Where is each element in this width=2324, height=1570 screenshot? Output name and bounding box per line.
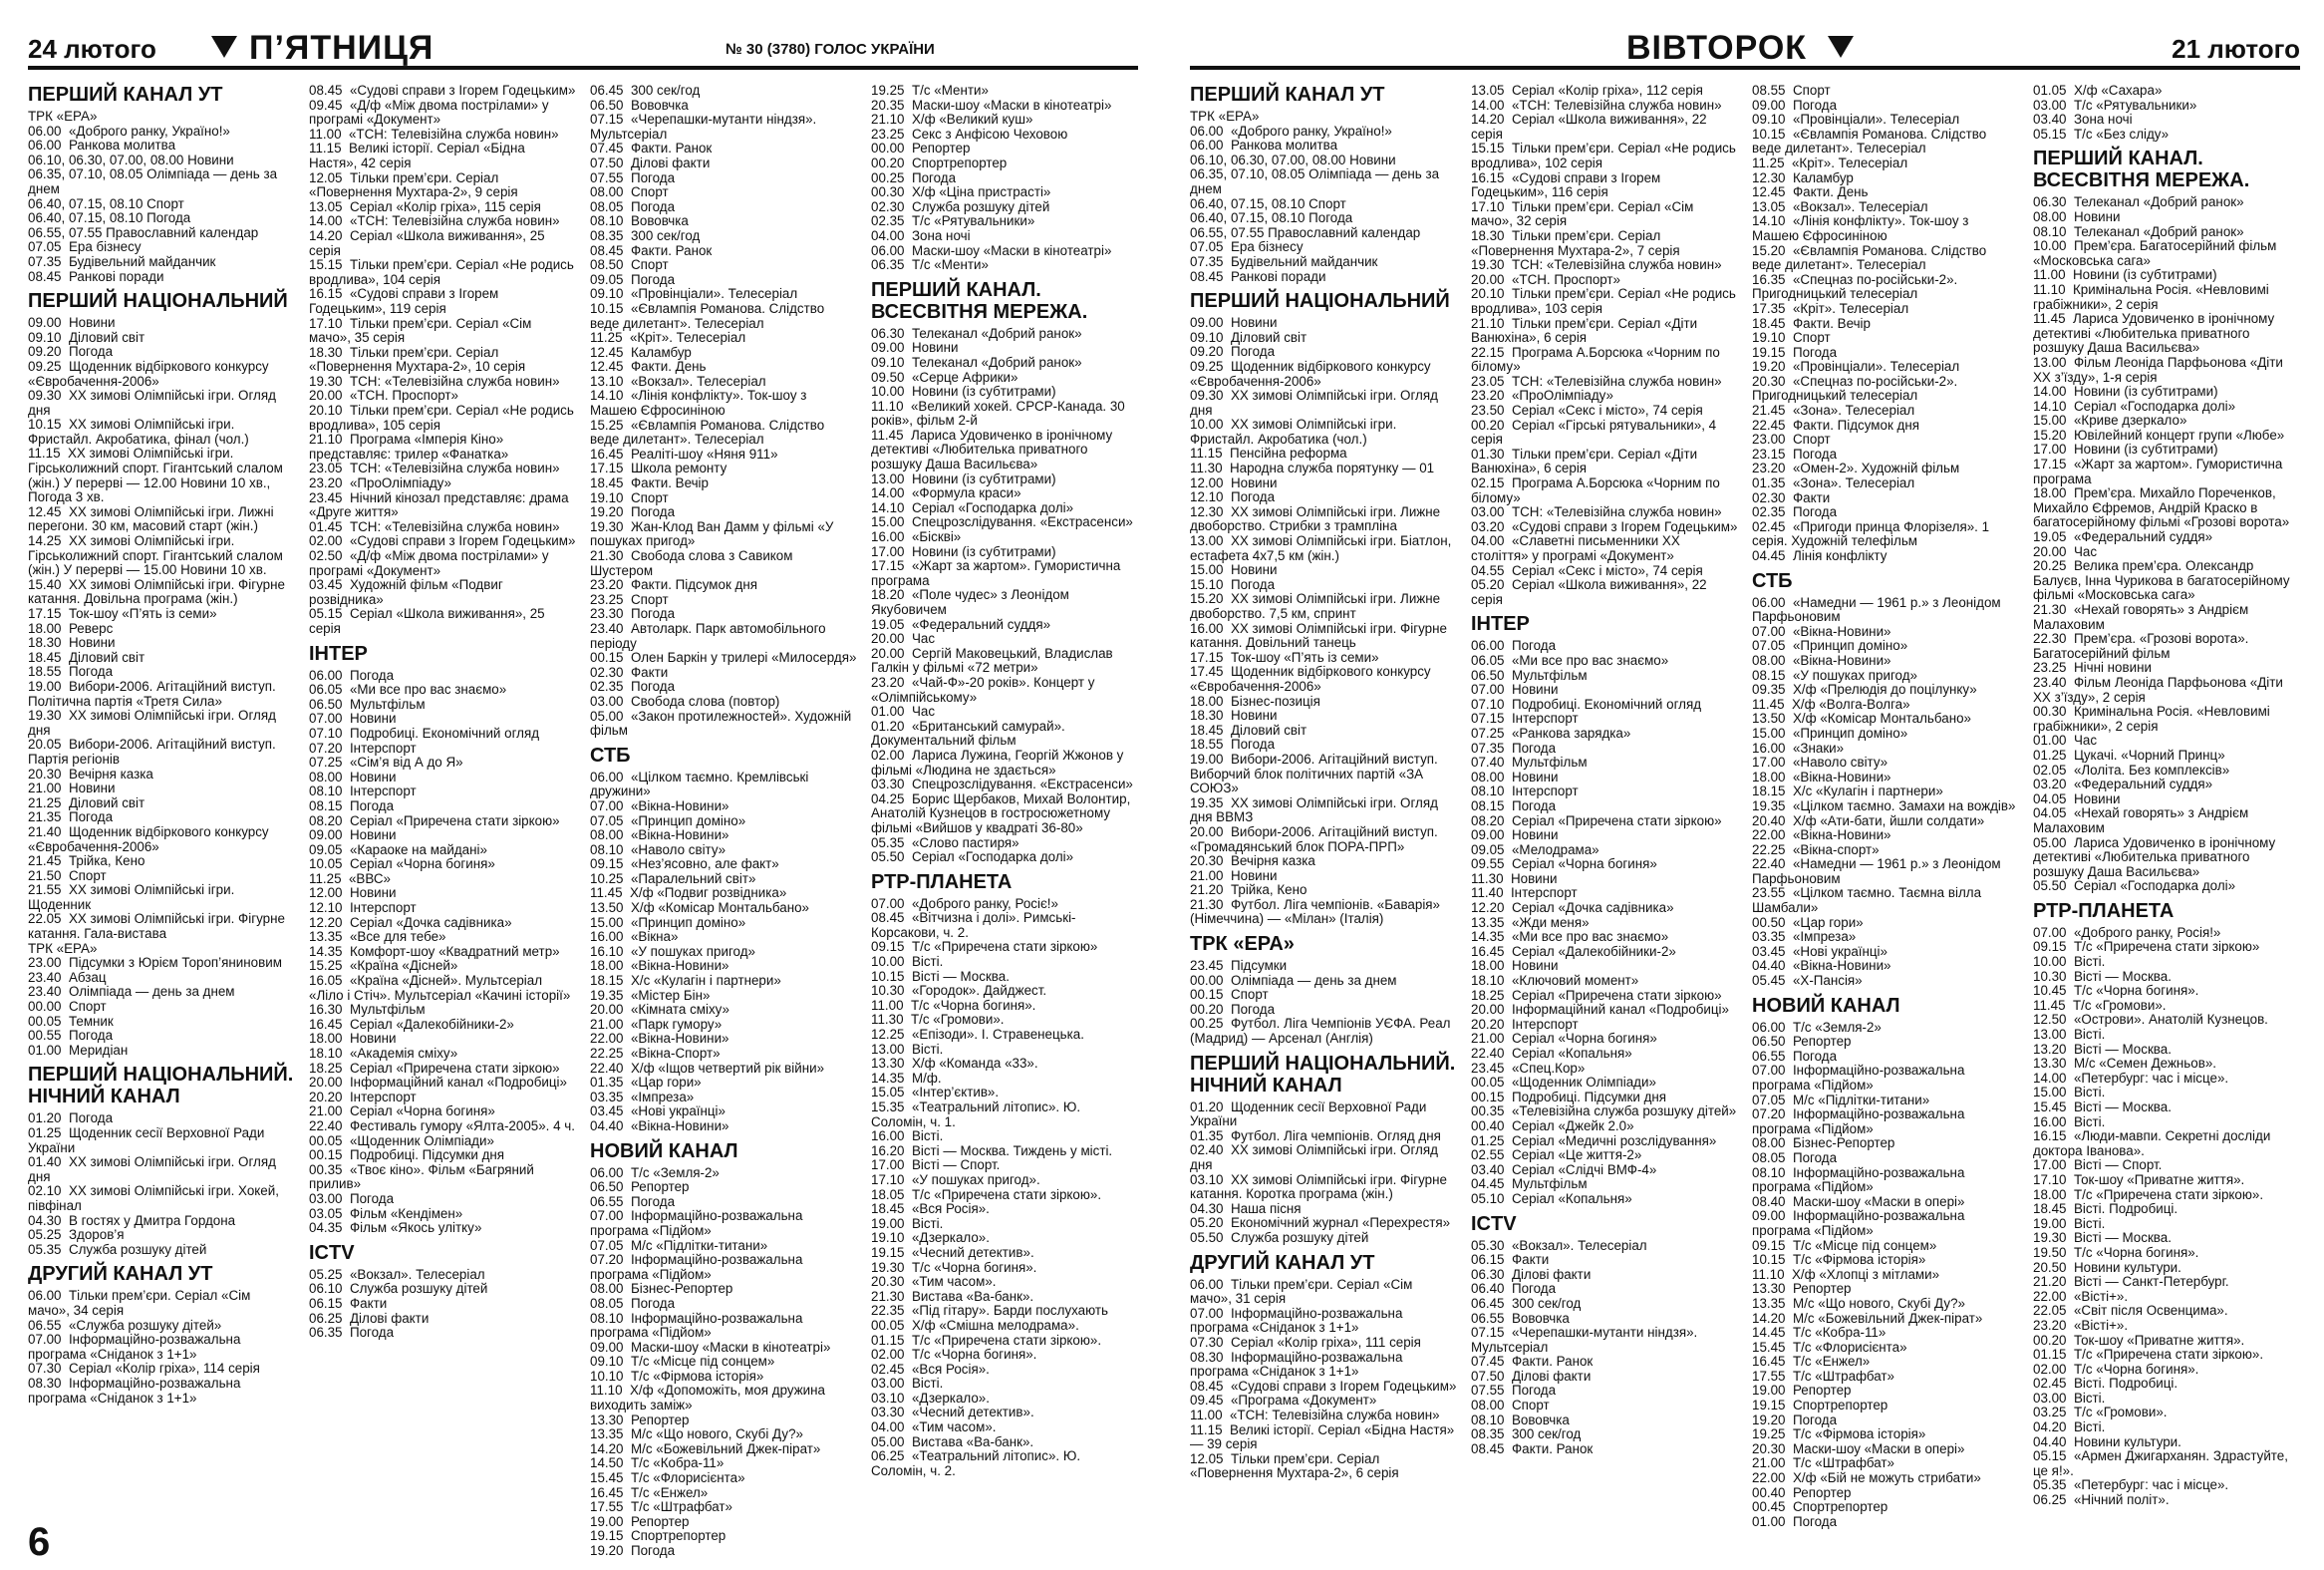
channel-heading: ПЕРШИЙ НАЦІОНАЛЬНИЙ. НІЧНИЙ КАНАЛ (28, 1064, 294, 1108)
program-listing: ТРК «ЕРА» 06.00 «Доброго ранку, Україно!» 06.00 Ранкова молитва 06.10, 06.30, 07.00, 08.00 Новини 06.35, 07.10, 08.05 Олімпіада — день за днем 06.40, 07.15, 08.10 Спорт 06.40, 07.15, 08.10 Погода 06.55, 07.55 Православний календар 07.05 Ера бізнесу 07.35 Будівельний майданчик 08.45 Ранкові поради (1190, 109, 1440, 284)
channel-heading: ПЕРШИЙ НАЦІОНАЛЬНИЙ (1190, 290, 1450, 313)
right-page-header (1190, 29, 2300, 70)
channel-heading: ДРУГИЙ КАНАЛ УТ (28, 1263, 213, 1286)
program-listing: 05.25 «Вокзал». Телесеріал 06.10 Служба розшуку дітей 06.15 Факти 06.25 Ділові факти 06.35 Погода (309, 1266, 488, 1341)
right-program-columns (1190, 84, 2300, 1552)
channel-heading: ІНТЕР (309, 642, 368, 665)
program-listing: 01.20 Погода 01.25 Щоденник сесії Верховної Ради України 01.40 XX зимові Олімпійські ігри. Огляд дня 02.10 XX зимові Олімпійські ігри. Хокей, півфінал 04.30 В гостях у Дмитра Гордона 05.25 Здоров’я 05.35 Служба розшуку дітей (28, 1110, 279, 1257)
program-listing: 06.30 Телеканал «Добрий ранок» 09.00 Новини 09.10 Телеканал «Добрий ранок» 09.50 «Серце Африки» 10.00 Новини (із субтитрами) 11.10 «Великий хокей. СРСР-Канада. 30 років», фільм 2-й 11.45 Лариса Удовиченко в іронічному детективі «Любителька приватного розшуку Даша Васильєва» 13.00 Новини (із субтитрами) 14.00 «Формула краси» 14.10 Серіал «Господарка долі» 15.00 Спецрозслідування. «Екстрасенси» 16.00 «Біскві» 17.00 Новини (із субтитрами) 17.15 «Жарт за жартом». Гумористична програма 18.20 «Поле чудес» з Леонідом Якубовичем 19.05 «Федеральний суддя» 20.00 Час 20.00 Сергій Маковецький, Владислав Галкін у фільмі «72 метри» 23.20 «Чай-Ф»-20 років». Концерт у «Олімпійському» 01.00 Час 01.20 «Британський самурай». Документальний фільм 02.00 Лариса Лужина, Георгій Жжонов у фільмі «Людина не здається» 03.30 Спецрозслідування. «Екстрасенси» 04.25 Борис Щербаков, Михай Волонтир, Анатолій Кузнецов в гостросюжетному фільмі «Вийшов у квадраті 36-80» 05.35 «Слово пастиря» 05.50 Серіал «Господарка долі» (871, 325, 1133, 865)
channel-heading: НОВИЙ КАНАЛ (1752, 994, 1900, 1017)
left-page-header (28, 29, 1138, 70)
program-listing: 05.30 «Вокзал». Телесеріал 06.15 Факти 06.30 Ділові факти 06.40 Погода 06.45 300 сек/год 06.55 Вововчка 07.15 «Черепашки-мутанти ніндзя». Мультсеріал 07.45 Факти. Ранок 07.50 Ділові факти 07.55 Погода 08.00 Спорт 08.10 Вововчка 08.35 300 сек/год 08.45 Факти. Ранок (1471, 1237, 1698, 1456)
channel-heading: ПЕРШИЙ КАНАЛ. ВСЕСВІТНЯ МЕРЕЖА. (2033, 148, 2250, 192)
program-listing: 01.05 Х/ф «Сахара» 03.00 Т/с «Рятувальники» 03.40 Зона ночі 05.15 Т/с «Без сліду» (2033, 83, 2197, 142)
program-listing: 06.00 Тільки прем’єри. Серіал «Сім мачо», 31 серія 07.00 Інформаційно-розважальна програма «Сніданок з 1+1» 07.30 Серіал «Колір гріха», 111 серія 08.30 Інформаційно-розважальна програма «Сніданок з 1+1» 08.45 «Судові справи з Ігорем Годецьким» 09.45 «Програма «Документ» 11.00 «ТСН: Телевізійна служба новин» 11.15 Великі історії. Серіал «Бідна Настя» — 39 серія 12.05 Тільки прем’єри. Серіал «Повернення Мухтара-2», 6 серія (1190, 1276, 1457, 1481)
program-listing: 06.30 Телеканал «Добрий ранок» 08.00 Новини 08.10 Телеканал «Добрий ранок» 10.00 Прем’єра. Багатосерійний фільм «Московська сага» 11.00 Новини (із субтитрами) 11.10 Кримінальна Росія. «Невловимі грабіжники», 2 серія 11.45 Лариса Удовиченко в іронічному детективі «Любителька приватного розшуку Даша Васильєва» 13.00 Фільм Леоніда Парфьонова «Діти XX з’їзду», 1-я серія 14.00 Новини (із субтитрами) 14.10 Серіал «Господарка долі» 15.00 «Криве дзеркало» 15.20 Ювілейний концерт групи «Любе» 17.00 Новини (із субтитрами) 17.15 «Жарт за жартом». Гумористична програма 18.00 Прем’єра. Михайло Пореченков, Михайло Єфремов, Андрій Краско в багатосерійному фільмі «Грозові ворота» 19.05 «Федеральний суддя» 20.00 Час 20.25 Велика прем’єра. Олександр Балуєв, Інна Чурикова в багатосерійному фільмі «Московська сага» 21.30 «Нехай говорять» з Андрієм Малаховим 22.30 Прем’єра. «Грозові ворота». Багатосерійний фільм 23.25 Нічні новини 23.40 Фільм Леоніда Парфьонова «Діти XX з’їзду», 2 серія 00.30 Кримінальна Росія. «Невловимі грабіжники», 2 серія 01.00 Час 01.25 Цукачі. «Чорний Принц» 02.05 «Лоліта. Без комплексів» 03.20 «Федеральний суддя» 04.05 Новини 04.05 «Нехай говорять» з Андрієм Малаховим 05.00 Лариса Удовиченко в іронічному детективі «Любителька приватного розшуку Даша Васильєва» 05.50 Серіал «Господарка долі» (2033, 194, 2290, 894)
program-listing: 06.45 300 сек/год 06.50 Вововчка 07.15 «Черепашки-мутанти ніндзя». Мультсеріал 07.45 Факти. Ранок 07.50 Ділові факти 07.55 Погода 08.00 Спорт 08.05 Погода 08.10 Вововчка 08.35 300 сек/год 08.45 Факти. Ранок 08.50 Спорт 09.05 Погода 09.10 «Провінціали». Телесеріал 10.15 «Євлампія Романова. Слідство веде дилетант». Телесеріал 11.25 «Кріт». Телесеріал 12.45 Каламбур 12.45 Факти. День 13.10 «Вокзал». Телесеріал 14.10 «Лінія конфлікту». Ток-шоу з Машею Єфросиніною 15.25 «Євлампія Романова. Слідство веде дилетант». Телесеріал 16.45 Реаліті-шоу «Няня 911» 17.15 Школа ремонту 18.45 Факти. Вечір 19.10 Спорт 19.20 Погода 19.30 Жан-Клод Ван Дамм у фільмі «У пошуках пригод» 21.30 Свобода слова з Савиком Шустером 23.20 Факти. Підсумок дня 23.25 Спорт 23.30 Погода 23.40 Автоларк. Парк автомобільного періоду 00.15 Олен Баркін у трилері «Милосердя» 02.30 Факти 02.35 Погода 03.00 Свобода слова (повтор) 05.00 «Закон протилежностей». Художній фільм (590, 83, 857, 739)
channel-heading: СТБ (590, 744, 631, 767)
channel-heading: ІНТЕР (1471, 613, 1530, 636)
triangle-icon (211, 36, 237, 58)
issue-line: № 30 (3780) ГОЛОС УКРАЇНИ (726, 41, 935, 58)
program-column (1752, 84, 2019, 1552)
program-listing: 07.00 «Доброго ранку, Росія!» 09.15 Т/с «Приречена стати зіркою» 10.00 Вісті. 10.30 Вісті — Москва. 10.45 Т/с «Чорна богиня». 11.45 Т/с «Громови». 12.50 «Острови». Анатолій Кузнецов. 13.00 Вісті. 13.20 Вісті — Москва. 13.30 М/с «Семен Дежньов». 14.00 «Петербург: час і місце». 15.00 Вісті. 15.45 Вісті — Москва. 16.00 Вісті. 16.15 «Люди-мавпи. Секретні досліди доктора Іванова». 17.00 Вісті — Спорт. 17.10 Ток-шоу «Приватне життя». 18.00 Т/с «Приречена стати зіркою». 18.45 Вісті. Подробиці. 19.00 Вісті. 19.30 Вісті — Москва. 19.50 Т/с «Чорна богиня». 20.50 Новини культури. 21.20 Вісті — Санкт-Петербург. 22.00 «Вісті+». 22.05 «Світ після Освенцима». 23.20 «Вісті+». 00.20 Ток-шоу «Приватне життя». 01.15 Т/с «Приречена стати зіркою». 02.00 Т/с «Чорна богиня». 02.45 Вісті. Подробиці. 03.00 Вісті. 03.25 Т/с «Громови». 04.20 Вісті. 04.40 Новини культури. 05.15 «Армен Джигарханян. Здрастуйте, це я!». 05.35 «Петербург: час і місце». 06.25 «Нічний політ». (2033, 924, 2288, 1508)
program-listing: 06.00 Т/с «Земля-2» 06.50 Репортер 06.55 Погода 07.00 Інформаційно-розважальна програма «Підйом» 07.05 М/с «Підлітки-титани» 07.20 Інформаційно-розважальна програма «Підйом» 08.00 Бізнес-Репортер 08.05 Погода 08.10 Інформаційно-розважальна програма «Підйом» 08.40 Маски-шоу «Маски в опері» 09.00 Інформаційно-розважальна програма «Підйом» 09.15 Т/с «Місце під сонцем» 10.15 Т/с «Фірмова історія» 11.10 Х/ф «Хлопці з мітлами» 13.30 Репортер 13.35 М/с «Що нового, Скубі Ду?» 14.20 М/с «Божевільний Джек-пірат» 14.45 Т/с «Кобра-11» 15.45 Т/с «Флорисієнта» 16.45 Т/с «Енжел» 17.55 Т/с «Штрафбат» 19.00 Репортер 19.15 Спортрепортер 19.20 Погода 19.25 Т/с «Фірмова історія» 20.30 Маски-шоу «Маски в опері» 21.00 Т/с «Штрафбат» 22.00 Х/ф «Бій не можуть стрибати» 00.40 Репортер 00.45 Спортрепортер 01.00 Погода (1752, 1019, 1983, 1529)
channel-heading: СТБ (1752, 569, 1793, 592)
program-listing: 09.00 Новини 09.10 Діловий світ 09.20 Погода 09.25 Щоденник відбіркового конкурсу «Євробачення-2006» 09.30 XX зимові Олімпійські ігри. Огляд дня 10.15 XX зимові Олімпійські ігри. Фристайл. Акробатика, фінал (чол.) 11.15 XX зимові Олімпійські ігри. Гірськолижний спорт. Гігантський слалом (жін.) У перерві — 12.00 Новини 10 хв., Погода 3 хв. 12.45 XX зимові Олімпійські ігри. Лижні перегони. 30 км, масовий старт (жін.) 14.25 XX зимові Олімпійські ігри. Гірськолижний спорт. Гігантський слалом (жін.) У перерві — 15.00 Новини 10 хв. 15.40 XX зимові Олімпійські ігри. Фігурне катання. Довільна програма (жін.) 17.15 Ток-шоу «П’ять із семи» 18.00 Реверс 18.30 Новини 18.45 Діловий світ 18.55 Погода 19.00 Вибори-2006. Агітаційний виступ. Політична партія «Третя Сила» 19.30 XX зимові Олімпійські ігри. Огляд дня 20.05 Вибори-2006. Агітаційний виступ. Партія регіонів 20.30 Вечірня казка 21.00 Новини 21.25 Діловий світ 21.35 Погода 21.40 Щоденник відбіркового конкурсу «Євробачення-2006» 21.45 Трійка, Кено 21.50 Спорт 21.55 XX зимові Олімпійські ігри. Щоденник 22.05 XX зимові Олімпійські ігри. Фігурне катання. Гала-вистава ТРК «ЕРА» 23.00 Підсумки з Юрієм Тороп’яниновим 23.40 Абзац 23.40 Олімпіада — день за днем 00.00 Спорт 00.05 Темник 00.55 Погода 01.00 Меридіан (28, 315, 285, 1058)
program-column (590, 83, 857, 1558)
channel-heading: ПЕРШИЙ НАЦІОНАЛЬНИЙ. НІЧНИЙ КАНАЛ (1190, 1052, 1456, 1097)
program-listing: 06.00 Погода 06.05 «Ми все про вас знаємо» 06.50 Мультфільм 07.00 Новини 07.10 Подробиці. Економічний огляд 07.20 Інтерспорт 07.25 «Сім’я від А до Я» 08.00 Новини 08.10 Інтерспорт 08.15 Погода 08.20 Серіал «Приречена стати зіркою» 09.00 Новини 09.05 «Караоке на майдані» 10.05 Серіал «Чорна богиня» 11.25 «ВВС» 12.00 Новини 12.10 Інтерспорт 12.20 Серіал «Дочка садівника» 13.35 «Все для тебе» 14.35 Комфорт-шоу «Квадратний метр» 15.25 «Країна «Дісней» 16.05 «Країна «Дісней». Мультсеріал «Ліло і Стіч». Мультсеріал «Качині історії» 16.30 Мультфільм 16.45 Серіал «Далекобійники-2» 18.00 Новини 18.10 «Академія сміху» 18.25 Серіал «Приречена стати зіркою» 20.00 Інформаційний канал «Подробиці» 20.20 Інтерспорт 21.00 Серіал «Чорна богиня» 22.40 Фестиваль гумору «Ялта-2005». 4 ч. 00.05 «Щоденник Олімпіади» 00.15 Подробиці. Підсумки дня 00.35 «Твоє кіно». Фільм «Багряний прилив» 03.00 Погода 03.05 Фільм «Кендімен» 04.35 Фільм «Якось улітку» (309, 667, 575, 1236)
program-listing: 08.45 «Судові справи з Ігорем Годецьким» 09.45 «Д/ф «Між двома пострілами» у програмі «Документ» 11.00 «ТСН: Телевізійна служба новин» 11.15 Великі історії. Серіал «Бідна Настя», 42 серія 12.05 Тільки прем’єри. Серіал «Повернення Мухтара-2», 9 серія 13.05 Серіал «Колір гріха», 115 серія 14.00 «ТСН: Телевізійна служба новин» 14.20 Серіал «Школа виживання», 25 серія 15.15 Тільки прем’єри. Серіал «Не родись вродлива», 104 серія 16.15 «Судові справи з Ігорем Годецьким», 119 серія 17.10 Тільки прем’єри. Серіал «Сім мачо», 35 серія 18.30 Тільки прем’єри. Серіал «Повернення Мухтара-2», 10 серія 19.30 ТСН: «Телевізійна служба новин» 20.00 «ТСН. Проспорт» 20.10 Тільки прем’єри. Серіал «Не родись вродлива», 105 серія 21.10 Програма «Імперія Кіно» представляє: трилер «Фанатка» 23.05 ТСН: «Телевізійна служба новин» 23.20 «ПроОлімпіаду» 23.45 Нічний кінозал представляє: драма «Друге життя» 01.45 ТСН: «Телевізійна служба новин» 02.00 «Судові справи з Ігорем Годецьким» 02.50 «Д/ф «Між двома пострілами» у програмі «Документ» 03.45 Художній фільм «Подвиг розвідника» 05.15 Серіал «Школа виживання», 25 серія (309, 83, 576, 636)
channel-heading: РТР-ПЛАНЕТА (2033, 899, 2175, 922)
program-column (2033, 84, 2300, 1552)
triangle-icon (1828, 36, 1854, 58)
channel-heading: ТРК «ЕРА» (1190, 933, 1295, 956)
program-column (1471, 84, 1738, 1552)
channel-heading: ПЕРШИЙ КАНАЛ УТ (28, 84, 223, 106)
program-listing: 06.00 «Цілком таємно. Кремлівські дружини» 07.00 «Вікна-Новини» 07.05 «Принцип доміно» 08.00 «Вікна-Новини» 08.10 «Наволо світу» 09.15 «Нез’ясовно, але факт» 10.25 «Паралельний світ» 11.45 Х/ф «Подвиг розвідника» 13.50 Х/ф «Комісар Монтальбано» 15.00 «Принцип доміно» 16.00 «Вікна» 16.10 «У пошуках пригод» 18.00 «Вікна-Новини» 18.15 Х/с «Кулагін і партнери» 19.35 «Містер Бін» 20.00 «Кімната сміху» 21.00 «Парк гумору» 22.00 «Вікна-Новини» 22.25 «Вікна-Спорт» 22.40 Х/ф «Іщов четвертий рік війни» 01.35 «Цар гори» 03.35 «Імпреза» 03.45 «Нові українці» 04.40 «Вікна-Новини» (590, 769, 825, 1133)
channel-heading: ПЕРШИЙ КАНАЛ. ВСЕСВІТНЯ МЕРЕЖА. (871, 278, 1088, 323)
program-listing: 09.00 Новини 09.10 Діловий світ 09.20 Погода 09.25 Щоденник відбіркового конкурсу «Євробачення-2006» 09.30 XX зимові Олімпійські ігри. Огляд дня 10.00 XX зимові Олімпійські ігри. Фристайл. Акробатика (чол.) 11.15 Пенсійна реформа 11.30 Народна служба порятунку — 01 12.00 Новини 12.10 Погода 12.30 XX зимові Олімпійські ігри. Лижне двоборство. Стрибки з трампліна 13.00 XX зимові Олімпійські ігри. Біатлон, естафета 4х7,5 км (жін.) 15.00 Новини 15.10 Погода 15.20 XX зимові Олімпійські ігри. Лижне двоборство. 7,5 км, спринт 16.00 XX зимові Олімпійські ігри. Фігурне катання. Довільний танець 17.15 Ток-шоу «П’ять із семи» 17.45 Щоденник відбіркового конкурсу «Євробачення-2006» 18.00 Бізнес-позиція 18.30 Новини 18.45 Діловий світ 18.55 Погода 19.00 Вибори-2006. Агітаційний виступ. Виборчий блок політичних партій «ЗА СОЮЗ» 19.35 XX зимові Олімпійські ігри. Огляд дня ВВМЗ 20.00 Вибори-2006. Агітаційний виступ. «Громадянський блок ПОРА-ПРП» 20.30 Вечірня казка 21.00 Новини 21.20 Трійка, Кено 21.30 Футбол. Ліга чемпіонів. «Баварія» (Німеччина) — «Мілан» (Італія) (1190, 315, 1452, 927)
page-number: 6 (28, 1520, 51, 1564)
program-listing: ТРК «ЕРА» 06.00 «Доброго ранку, Україно!» 06.00 Ранкова молитва 06.10, 06.30, 07.00, 08.00 Новини 06.35, 07.10, 08.05 Олімпіада — день за днем 06.40, 07.15, 08.10 Спорт 06.40, 07.15, 08.10 Погода 06.55, 07.55 Православний календар 07.05 Ера бізнесу 07.35 Будівельний майданчик 08.45 Ранкові поради (28, 109, 278, 284)
program-listing: 01.20 Щоденник сесії Верховної Ради України 01.35 Футбол. Ліга чемпіонів. Огляд дня 02.40 XX зимові Олімпійські ігри. Огляд дня 03.10 XX зимові Олімпійські ігри. Фігурне катання. Коротка програма (жін.) 04.30 Наша пісня 05.20 Економічний журнал «Перехрестя» 05.50 Служба розшуку дітей (1190, 1099, 1451, 1245)
program-column (28, 84, 295, 1552)
right-date: 21 лютого (2172, 34, 2300, 64)
left-program-columns (28, 83, 1138, 1558)
program-listing: 07.00 «Доброго ранку, Росіє!» 08.45 «Вітчизна і долі». Римські-Корсакови, ч. 2. 09.15 Т/с «Приречена стати зіркою» 10.00 Вісті. 10.15 Вісті — Москва. 10.30 «Городок». Дайджест. 11.00 Т/с «Чорна богиня». 11.30 Т/с «Громови». 12.25 «Епізоди». І. Стравенецька. 13.00 Вісті. 13.30 Х/ф «Команда «33». 14.35 М/ф. 15.05 «Інтер’єктив». 15.35 «Театральний літопис». Ю. Соломін, ч. 1. 16.00 Вісті. 16.20 Вісті — Москва. Тиждень у місті. 17.00 Вісті — Спорт. 17.10 «У пошуках пригод». 18.05 Т/с «Приречена стати зіркою». 18.45 «Вся Росія». 19.00 Вісті. 19.10 «Дзеркало». 19.15 «Чесний детектив». 19.30 Т/с «Чорна богиня». 20.30 «Тим часом». 21.30 Вистава «Ва-банк». 22.35 «Під гітару». Барди послухають 00.05 Х/ф «Смішна мелодрама». 01.15 Т/с «Приречена стати зіркою». 02.00 Т/с «Чорна богиня». 02.45 «Вся Росія». 03.00 Вісті. 03.10 «Дзеркало». 03.30 «Чесний детектив». 04.00 «Тим часом». 05.00 Вистава «Ва-банк». 06.25 «Театральний літопис». Ю. Соломін, ч. 2. (871, 895, 1113, 1478)
left-day-title: П’ЯТНИЦЯ (249, 29, 435, 67)
program-listing: 06.00 Погода 06.05 «Ми все про вас знаємо» 06.50 Мультфільм 07.00 Новини 07.10 Подробиці. Економічний огляд 07.15 Інтерспорт 07.25 «Ранкова зарядка» 07.35 Погода 07.40 Мультфільм 08.00 Новини 08.10 Інтерспорт 08.15 Погода 08.20 Серіал «Приречена стати зіркою» 09.00 Новини 09.05 «Мелодрама» 09.55 Серіал «Чорна богиня» 11.30 Новини 11.40 Інтерспорт 12.20 Серіал «Дочка садівника» 13.35 «Жди меня» 14.35 «Ми все про вас знаємо» 16.45 Серіал «Далекобійники-2» 18.00 Новини 18.10 «Ключовий момент» 18.25 Серіал «Приречена стати зіркою» 20.00 Інформаційний канал «Подробиці» 20.20 Інтерспорт 21.00 Серіал «Чорна богиня» 22.40 Серіал «Копальня» 23.45 «Спец.Кор» 00.05 «Щоденник Олімпіади» 00.15 Подробиці. Підсумки дня 00.35 «Телевізійна служба розшуку дітей» 00.40 Серіал «Джейк 2.0» 01.25 Серіал «Медичні розслідування» 02.55 Серіал «Це життя-2» 03.40 Серіал «Слідчі ВМФ-4» 04.45 Мультфільм 05.10 Серіал «Копальня» (1471, 638, 1737, 1206)
channel-heading: ПЕРШИЙ НАЦІОНАЛЬНИЙ (28, 290, 288, 313)
program-listing: 06.00 Т/с «Земля-2» 06.50 Репортер 06.55 Погода 07.00 Інформаційно-розважальна програма «Підйом» 07.05 М/с «Підлітки-титани» 07.20 Інформаційно-розважальна програма «Підйом» 08.00 Бізнес-Репортер 08.05 Погода 08.10 Інформаційно-розважальна програма «Підйом» 09.00 Маски-шоу «Маски в кінотеатрі» 09.10 Т/с «Місце під сонцем» 10.10 Т/с «Фірмова історія» 11.10 Х/ф «Допоможіть, моя дружина виходить заміж» 13.30 Репортер 13.35 М/с «Що нового, Скубі Ду?» 14.20 М/с «Божевільний Джек-пірат» 14.50 Т/с «Кобра-11» 15.45 Т/с «Флорисієнта» 16.45 Т/с «Енжел» 17.55 Т/с «Штрафбат» 19.00 Репортер 19.15 Спортрепортер 19.20 Погода (590, 1164, 831, 1558)
program-listing: 08.55 Спорт 09.00 Погода 09.10 «Провінціали». Телесеріал 10.15 «Євлампія Романова. Слідство веде дилетант». Телесеріал 11.25 «Кріт». Телесеріал 12.30 Каламбур 12.45 Факти. День 13.05 «Вокзал». Телесеріал 14.10 «Лінія конфлікту». Ток-шоу з Машею Єфросиніною 15.20 «Євлампія Романова. Слідство веде дилетант». Телесеріал 16.35 «Спецназ по-російськи-2». Пригодницький телесеріал 17.35 «Кріт». Телесеріал 18.45 Факти. Вечір 19.10 Спорт 19.15 Погода 19.20 «Провінціали». Телесеріал 20.30 «Спецназ по-російськи-2». Пригодницький телесеріал 21.45 «Зона». Телесеріал 22.45 Факти. Підсумок дня 23.00 Спорт 23.15 Погода 23.20 «Омен-2». Художній фільм 01.35 «Зона». Телесеріал 02.30 Факти 02.35 Погода 02.45 «Пригоди принца Флорізеля». 1 серія. Художній телефільм 04.45 Лінія конфлікту (1752, 83, 1990, 563)
program-column (871, 84, 1138, 1552)
channel-heading: ICTV (309, 1241, 355, 1264)
channel-heading: ДРУГИЙ КАНАЛ УТ (1190, 1251, 1375, 1274)
program-listing: 06.00 Тільки прем’єри. Серіал «Сім мачо», 34 серія 06.55 «Служба розшуку дітей» 07.00 Інформаційно-розважальна програма «Сніданок з 1+1» 07.30 Серіал «Колір гріха», 114 серія 08.30 Інформаційно-розважальна програма «Сніданок з 1+1» (28, 1288, 260, 1406)
program-column (1190, 84, 1457, 1552)
channel-heading: ICTV (1471, 1212, 1517, 1235)
right-day-title: ВІВТОРОК (1626, 29, 1808, 67)
program-listing: 13.05 Серіал «Колір гріха», 112 серія 14.00 «ТСН: Телевізійна служба новин» 14.20 Серіал «Школа виживання», 22 серія 15.15 Тільки прем’єри. Серіал «Не родись вродлива», 102 серія 16.15 «Судові справи з Ігорем Годецьким», 116 серія 17.10 Тільки прем’єри. Серіал «Сім мачо», 32 серія 18.30 Тільки прем’єри. Серіал «Повернення Мухтара-2», 7 серія 19.30 ТСН: «Телевізійна служба новин» 20.00 «ТСН. Проспорт» 20.10 Тільки прем’єри. Серіал «Не родись вродлива», 103 серія 21.10 Тільки прем’єри. Серіал «Діти Ванюхіна», 6 серія 22.15 Програма А.Борсюка «Чорним по білому» 23.05 ТСН: «Телевізійна служба новин» 23.20 «ПроОлімпіаду» 23.50 Серіал «Секс і місто», 74 серія 00.20 Серіал «Гірські рятувальники», 4 серія 01.30 Тільки прем’єри. Серіал «Діти Ванюхіна», 6 серія 02.15 Програма А.Борсюка «Чорним по білому» 03.00 ТСН: «Телевізійна служба новин» 03.20 «Судові справи з Ігорем Годецьким» 04.00 «Славетні письменники XX століття» у програмі «Документ» 04.55 Серіал «Секс і місто», 74 серія 05.20 Серіал «Школа виживання», 22 серія (1471, 83, 1738, 607)
program-listing: 19.25 Т/с «Менти» 20.35 Маски-шоу «Маски в кінотеатрі» 21.10 Х/ф «Великий куш» 23.25 Секс з Анфісою Чеховою 00.00 Репортер 00.20 Спортрепортер 00.25 Погода 00.30 Х/ф «Ціна пристрасті» 02.30 Служба розшуку дітей 02.35 Т/с «Рятувальники» 04.00 Зона ночі 06.00 Маски-шоу «Маски в кінотеатрі» 06.35 Т/с «Менти» (871, 83, 1112, 273)
channel-heading: ПЕРШИЙ КАНАЛ УТ (1190, 84, 1385, 106)
program-listing: 23.45 Підсумки 00.00 Олімпіада — день за днем 00.15 Спорт 00.20 Погода 00.25 Футбол. Ліга Чемпіонів УЄФА. Реал (Мадрид) — Арсенал (Англія) (1190, 958, 1451, 1047)
channel-heading: РТР-ПЛАНЕТА (871, 870, 1013, 893)
program-column (309, 84, 576, 1552)
left-date: 24 лютого (28, 34, 156, 64)
program-listing: 06.00 «Намедни — 1961 р.» з Леонідом Парфьоновим 07.00 «Вікна-Новини» 07.05 «Принцип доміно» 08.00 «Вікна-Новини» 08.15 «У пошуках пригод» 09.35 Х/ф «Прелюдія до поцілунку» 11.45 Х/ф «Волга-Волга» 13.50 Х/ф «Комісар Монтальбано» 15.00 «Принцип доміно» 16.00 «Знаки» 17.00 «Наволо світу» 18.00 «Вікна-Новини» 18.15 Х/с «Кулагін і партнери» 19.35 «Цілком таємно. Замахи на вождів» 20.40 Х/ф «Ати-бати, йшли солдати» 22.00 «Вікна-Новини» 22.25 «Вікна-спорт» 22.40 «Намедни — 1961 р.» з Леонідом Парфьоновим 23.55 «Цілком таємно. Таємна вілла Шамбали» 00.50 «Цар гори» 03.35 «Імпреза» 03.45 «Нові українці» 04.40 «Вікна-Новини» 05.45 «Х-Пансія» (1752, 594, 2016, 989)
channel-heading: НОВИЙ КАНАЛ (590, 1139, 738, 1162)
right-page (1162, 0, 2324, 1570)
